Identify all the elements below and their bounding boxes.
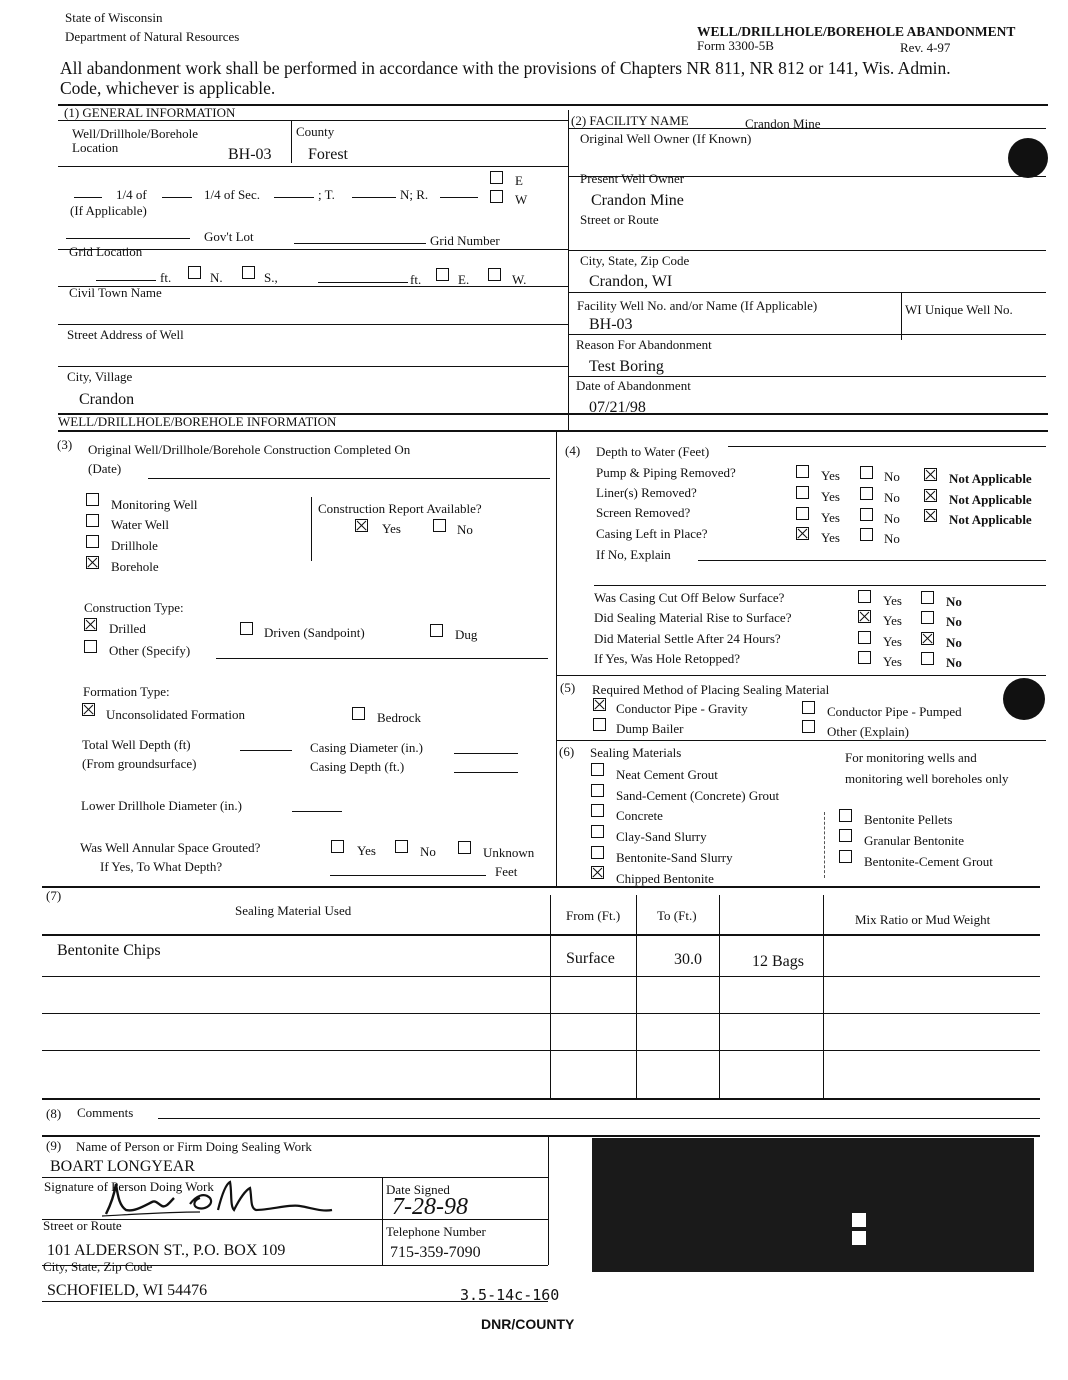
form-number: Form 3300-5B — [697, 38, 774, 53]
retopped-no-checkbox[interactable] — [921, 652, 934, 665]
quarter-sec-label: 1/4 of Sec. — [204, 187, 260, 202]
section3-number: (3) — [57, 437, 73, 452]
rule-4 — [58, 324, 568, 325]
info-bar-bottom-rule — [58, 430, 1048, 432]
section9-number: (9) — [46, 1138, 62, 1153]
e2-label: E. — [458, 272, 470, 287]
col-material-header: Sealing Material Used — [235, 903, 352, 918]
bentonite-cement-label: Bentonite-Cement Grout — [864, 854, 993, 869]
bentonite-sand-label: Bentonite-Sand Slurry — [616, 850, 733, 865]
sealing-firm-label: Name of Person or Firm Doing Sealing Work — [76, 1139, 312, 1154]
section8-number: (8) — [46, 1106, 62, 1121]
section6-rule — [556, 740, 1046, 741]
column-divider-top — [568, 110, 569, 430]
section1-rule — [58, 120, 568, 121]
dump-bailer-checkbox[interactable] — [593, 718, 606, 731]
blank-comments[interactable] — [158, 1118, 1040, 1119]
drilled-checkbox[interactable] — [84, 618, 97, 631]
concrete-checkbox[interactable] — [591, 804, 604, 817]
county-divider — [291, 121, 292, 163]
redaction-gap-1 — [852, 1213, 866, 1227]
screen-yes-checkbox[interactable] — [796, 507, 809, 520]
e2-checkbox[interactable] — [436, 268, 449, 281]
row-to[interactable]: 30.0 — [674, 951, 702, 968]
rule-s2-4 — [568, 334, 1046, 335]
casing-cut-label: Was Casing Cut Off Below Surface? — [594, 590, 785, 605]
info-bar-title: WELL/DRILLHOLE/BOREHOLE INFORMATION — [58, 414, 337, 429]
reason-value[interactable]: Test Boring — [589, 358, 664, 375]
grid-number-label: Grid Number — [430, 233, 500, 248]
signature-image — [100, 1176, 340, 1222]
copy-destination: DNR/COUNTY — [481, 1316, 575, 1332]
blank-grid-number[interactable] — [294, 243, 426, 244]
pumped-checkbox[interactable] — [802, 701, 815, 714]
rule-s2-3 — [568, 292, 1046, 293]
blank-quarter-2[interactable] — [162, 197, 192, 198]
casing-left-no-checkbox[interactable] — [860, 528, 873, 541]
blank-r[interactable] — [440, 197, 478, 198]
blank-other-specify[interactable] — [216, 658, 548, 659]
blank-casing-diameter[interactable] — [454, 753, 518, 754]
blank-casing-depth[interactable] — [454, 772, 518, 773]
county-value[interactable]: Forest — [308, 146, 348, 163]
concrete-label: Concrete — [616, 808, 663, 823]
type-water-well: Water Well — [111, 517, 169, 532]
blank-depth-water[interactable] — [728, 446, 1046, 447]
w2-checkbox[interactable] — [488, 268, 501, 281]
material-rise-no-checkbox[interactable] — [921, 611, 934, 624]
unconsolidated-label: Unconsolidated Formation — [106, 707, 246, 722]
col-divider-4 — [823, 895, 824, 1099]
drillhole-checkbox[interactable] — [86, 535, 99, 548]
other-explain-label: Other (Explain) — [827, 724, 909, 739]
material-rise-yes-label: Yes — [883, 613, 902, 628]
section5-title: Required Method of Placing Sealing Material — [592, 682, 830, 697]
location-value[interactable]: BH-03 — [228, 146, 272, 163]
report-question: Construction Report Available? — [318, 501, 482, 516]
hole-punch-mark — [1008, 138, 1048, 178]
s-checkbox[interactable] — [242, 266, 255, 279]
row-quantity[interactable]: 12 Bags — [752, 953, 804, 970]
date-phone-divider — [382, 1177, 383, 1265]
material-settle-yes-label: Yes — [883, 634, 902, 649]
pump-yes-label: Yes — [821, 468, 840, 483]
annular-no-label: No — [420, 844, 436, 859]
sealing-firm-value[interactable]: BOART LONGYEAR — [50, 1158, 195, 1175]
phone-label: Telephone Number — [386, 1224, 486, 1239]
screen-no-label: No — [884, 511, 900, 526]
blank-t[interactable] — [352, 197, 396, 198]
liners-yes-checkbox[interactable] — [796, 486, 809, 499]
date-signed-label: Date Signed — [386, 1182, 450, 1197]
col-divider-2 — [636, 895, 637, 1099]
report-no-checkbox[interactable] — [433, 519, 446, 532]
street-value[interactable]: 101 ALDERSON ST., P.O. BOX 109 — [47, 1242, 286, 1259]
total-depth-label: Total Well Depth (ft) — [82, 737, 191, 752]
section2-title: (2) FACILITY NAME — [571, 113, 689, 128]
bentonite-cement-checkbox[interactable] — [839, 850, 852, 863]
monitoring-well-checkbox[interactable] — [86, 493, 99, 506]
monitoring-divider — [824, 812, 825, 878]
section3-title: Original Well/Drillhole/Borehole Construction Completed On — [88, 442, 411, 457]
depth-water-label: Depth to Water (Feet) — [596, 444, 710, 459]
screen-na-label: Not Applicable — [949, 512, 1032, 527]
report-yes-checkbox[interactable] — [355, 519, 368, 532]
gravity-label: Conductor Pipe - Gravity — [616, 701, 748, 716]
blank-total-depth[interactable] — [240, 750, 292, 751]
col-divider-1 — [550, 895, 551, 1099]
signature-label: Signature of Person Doing Work — [44, 1179, 214, 1194]
casing-left-yes-label: Yes — [821, 530, 840, 545]
quarter-label: 1/4 of — [116, 187, 147, 202]
blank-ft-2[interactable] — [318, 282, 408, 283]
col-to-header: To (Ft.) — [657, 908, 697, 923]
govt-lot-label: Gov't Lot — [204, 229, 254, 244]
construction-type-label: Construction Type: — [84, 600, 184, 615]
wi-unique-divider — [901, 292, 902, 340]
gravity-checkbox[interactable] — [593, 698, 606, 711]
other-label: Other (Specify) — [109, 643, 191, 658]
form-code: 3.5-14c-160 — [460, 1286, 560, 1304]
what-depth-label: If Yes, To What Depth? — [100, 859, 223, 874]
street-address-label: Street Address of Well — [67, 327, 184, 342]
street-label: Street or Route — [43, 1218, 122, 1233]
liners-no-label: No — [884, 490, 900, 505]
unconsolidated-checkbox[interactable] — [82, 703, 95, 716]
facility-well-no-label: Facility Well No. and/or Name (If Applicable) — [577, 298, 818, 313]
liners-na-label: Not Applicable — [949, 492, 1032, 507]
sand-cement-checkbox[interactable] — [591, 784, 604, 797]
table-bottom-rule — [42, 1098, 1040, 1100]
drilled-label: Drilled — [109, 621, 146, 636]
liners-label: Liner(s) Removed? — [596, 485, 697, 500]
grid-location-label: Grid Location — [69, 244, 143, 259]
pump-no-label: No — [884, 469, 900, 484]
row-from[interactable]: Surface — [566, 950, 615, 967]
n-label: N. — [210, 270, 223, 285]
row-material[interactable]: Bentonite Chips — [57, 942, 161, 959]
retopped-label: If Yes, Was Hole Retopped? — [594, 651, 741, 666]
w-label: W — [515, 192, 528, 207]
section6-title: Sealing Materials — [590, 745, 682, 760]
retopped-yes-label: Yes — [883, 654, 902, 669]
water-well-checkbox[interactable] — [86, 514, 99, 527]
type-drillhole: Drillhole — [111, 538, 158, 553]
n-r-label: N; R. — [400, 187, 429, 202]
dug-label: Dug — [455, 627, 478, 642]
borehole-checkbox[interactable] — [86, 556, 99, 569]
dug-checkbox[interactable] — [430, 624, 443, 637]
redaction-gap-2 — [852, 1231, 866, 1245]
redacted-area — [592, 1138, 1034, 1272]
material-settle-yes-checkbox[interactable] — [858, 631, 871, 644]
date-abandon-label: Date of Abandonment — [576, 378, 691, 393]
clay-sand-label: Clay-Sand Slurry — [616, 829, 707, 844]
screen-no-checkbox[interactable] — [860, 508, 873, 521]
table-row-rule-1 — [42, 976, 1040, 977]
e-checkbox[interactable] — [490, 171, 503, 184]
city-state-zip-label: City, State, Zip Code — [580, 253, 690, 268]
city-state-zip-value[interactable]: Crandon, WI — [589, 273, 673, 290]
col-from-header: From (Ft.) — [566, 908, 621, 923]
blank-what-depth[interactable] — [330, 875, 486, 876]
retopped-no-label: No — [946, 655, 962, 670]
material-settle-no-checkbox[interactable] — [921, 632, 934, 645]
n-checkbox[interactable] — [188, 266, 201, 279]
bentonite-sand-checkbox[interactable] — [591, 846, 604, 859]
pumped-label: Conductor Pipe - Pumped — [827, 704, 962, 719]
type-monitoring-well: Monitoring Well — [111, 497, 198, 512]
section1-title: (1) GENERAL INFORMATION — [64, 105, 236, 120]
hole-punch-mark-2 — [1003, 678, 1045, 720]
department-name: Department of Natural Resources — [65, 29, 240, 44]
intro-line-1: All abandonment work shall be performed in accordance with the provisions of Chapters NR 811, NR 812 or 141, Wis. Admin. — [60, 58, 951, 78]
table-row-rule-2 — [42, 1013, 1040, 1014]
wi-unique-label: WI Unique Well No. — [905, 302, 1013, 317]
other-checkbox[interactable] — [84, 640, 97, 653]
original-owner-label: Original Well Owner (If Known) — [580, 131, 752, 146]
annular-yes-label: Yes — [357, 843, 376, 858]
annular-no-checkbox[interactable] — [395, 840, 408, 853]
w2-label: W. — [512, 272, 527, 287]
blank-lower-diameter[interactable] — [292, 811, 342, 812]
section6-number: (6) — [559, 744, 575, 759]
ft-label-2: ft. — [410, 272, 422, 287]
intro-line-2: Code, whichever is applicable. — [60, 78, 276, 98]
form-revision: Rev. 4-97 — [900, 40, 951, 55]
csz-value[interactable]: SCHOFIELD, WI 54476 — [47, 1282, 208, 1299]
col-mix-header: Mix Ratio or Mud Weight — [855, 912, 991, 927]
rule-s2-2 — [568, 250, 1046, 251]
neat-cement-label: Neat Cement Grout — [616, 767, 718, 782]
comments-label: Comments — [77, 1105, 134, 1120]
blank-govt-lot[interactable] — [66, 238, 190, 239]
pump-na-checkbox[interactable] — [924, 468, 937, 481]
facility-name-value[interactable]: Crandon Mine — [745, 116, 821, 131]
material-settle-no-label: No — [946, 635, 962, 650]
location-label-2: Location — [72, 140, 119, 155]
csz-label: City, State, Zip Code — [43, 1259, 153, 1274]
casing-left-yes-checkbox[interactable] — [796, 527, 809, 540]
rule-1 — [58, 166, 568, 167]
other-explain-checkbox[interactable] — [802, 720, 815, 733]
blank-if-no-explain[interactable] — [698, 560, 1046, 561]
retopped-yes-checkbox[interactable] — [858, 651, 871, 664]
section5-number: (5) — [560, 680, 576, 695]
chipped-bentonite-label: Chipped Bentonite — [616, 871, 714, 886]
screen-yes-label: Yes — [821, 510, 840, 525]
bedrock-checkbox[interactable] — [352, 707, 365, 720]
neat-cement-checkbox[interactable] — [591, 763, 604, 776]
bentonite-pellets-checkbox[interactable] — [839, 809, 852, 822]
clay-sand-checkbox[interactable] — [591, 825, 604, 838]
bedrock-label: Bedrock — [377, 710, 422, 725]
city-village-label: City, Village — [67, 369, 133, 384]
report-yes-label: Yes — [382, 521, 401, 536]
formation-type-label: Formation Type: — [83, 684, 170, 699]
material-rise-yes-checkbox[interactable] — [858, 610, 871, 623]
table-top-rule — [42, 886, 1040, 888]
blank-date[interactable] — [148, 478, 550, 479]
screen-na-checkbox[interactable] — [924, 509, 937, 522]
granular-bentonite-checkbox[interactable] — [839, 829, 852, 842]
from-ground-label: (From groundsurface) — [82, 756, 197, 771]
reason-label: Reason For Abandonment — [576, 337, 712, 352]
liners-yes-label: Yes — [821, 489, 840, 504]
casing-left-no-label: No — [884, 531, 900, 546]
if-applicable: (If Applicable) — [70, 203, 147, 218]
section8-bottom-rule — [42, 1135, 1040, 1137]
sand-cement-label: Sand-Cement (Concrete) Grout — [616, 788, 780, 803]
pump-no-checkbox[interactable] — [860, 466, 873, 479]
section2-rule — [568, 128, 1046, 129]
col-divider-3 — [719, 895, 720, 1099]
pump-piping-label: Pump & Piping Removed? — [596, 465, 736, 480]
granular-bentonite-label: Granular Bentonite — [864, 833, 964, 848]
casing-diameter-label: Casing Diameter (in.) — [310, 740, 423, 755]
city-village-value[interactable]: Crandon — [79, 391, 135, 408]
chipped-bentonite-checkbox[interactable] — [591, 866, 604, 879]
type-borehole: Borehole — [111, 559, 159, 574]
column-divider-mid — [556, 432, 557, 886]
section5-rule — [556, 675, 1046, 676]
casing-left-label: Casing Left in Place? — [596, 526, 708, 541]
s-label: S., — [264, 270, 278, 285]
rule-5 — [58, 366, 568, 367]
material-rise-label: Did Sealing Material Rise to Surface? — [594, 610, 792, 625]
driven-checkbox[interactable] — [240, 622, 253, 635]
phone-value[interactable]: 715-359-7090 — [390, 1244, 481, 1261]
monitoring-note-2: monitoring well boreholes only — [845, 771, 1009, 786]
w-checkbox[interactable] — [490, 190, 503, 203]
casing-cut-no-checkbox[interactable] — [921, 591, 934, 604]
civil-town-label: Civil Town Name — [69, 285, 162, 300]
monitoring-note-1: For monitoring wells and — [845, 750, 977, 765]
blank-quarter[interactable] — [74, 197, 102, 198]
blank-ft-1[interactable] — [96, 280, 156, 281]
present-owner-label: Present Well Owner — [580, 171, 685, 186]
liners-na-checkbox[interactable] — [924, 489, 937, 502]
annular-yes-checkbox[interactable] — [331, 840, 344, 853]
blank-explain-2[interactable] — [594, 585, 1046, 586]
dump-bailer-label: Dump Bailer — [616, 721, 684, 736]
state-name: State of Wisconsin — [65, 10, 163, 25]
e-label: E — [515, 173, 523, 188]
pump-yes-checkbox[interactable] — [796, 465, 809, 478]
material-rise-no-label: No — [946, 614, 962, 629]
table-header-rule — [42, 934, 1040, 936]
driven-label: Driven (Sandpoint) — [264, 625, 365, 640]
ft-label-1: ft. — [160, 270, 172, 285]
casing-cut-no-label: No — [946, 594, 962, 609]
county-label: County — [296, 124, 335, 139]
report-divider — [311, 497, 312, 561]
lower-diameter-label: Lower Drillhole Diameter (in.) — [81, 798, 242, 813]
material-settle-label: Did Material Settle After 24 Hours? — [594, 631, 781, 646]
liners-no-checkbox[interactable] — [860, 487, 873, 500]
casing-cut-yes-checkbox[interactable] — [858, 590, 871, 603]
pump-na-label: Not Applicable — [949, 471, 1032, 486]
report-no-label: No — [457, 522, 473, 537]
facility-well-no-value[interactable]: BH-03 — [589, 316, 633, 333]
location-label: Well/Drillhole/Borehole — [72, 126, 199, 141]
annular-unknown-label: Unknown — [483, 845, 535, 860]
section7-number: (7) — [46, 888, 62, 903]
section4-number: (4) — [565, 443, 581, 458]
street-route-label: Street or Route — [580, 212, 659, 227]
date-abandon-value[interactable]: 07/21/98 — [589, 399, 646, 416]
rule-s2-5 — [568, 376, 1046, 377]
form-title: WELL/DRILLHOLE/BOREHOLE ABANDONMENT — [697, 24, 1016, 39]
blank-sec[interactable] — [274, 197, 314, 198]
casing-cut-yes-label: Yes — [883, 593, 902, 608]
present-owner-value[interactable]: Crandon Mine — [591, 192, 684, 209]
feet-label: Feet — [495, 864, 518, 879]
township-label: ; T. — [318, 187, 335, 202]
casing-depth-label: Casing Depth (ft.) — [310, 759, 405, 774]
annular-unknown-checkbox[interactable] — [458, 841, 471, 854]
date-label: (Date) — [88, 461, 122, 476]
screen-label: Screen Removed? — [596, 505, 691, 520]
table-row-rule-3 — [42, 1050, 1040, 1051]
if-no-explain-label: If No, Explain — [596, 547, 671, 562]
date-signed-value[interactable]: 7-28-98 — [392, 1194, 468, 1220]
annular-question: Was Well Annular Space Grouted? — [80, 840, 261, 855]
section9-right-border — [548, 1137, 549, 1265]
bentonite-pellets-label: Bentonite Pellets — [864, 812, 953, 827]
